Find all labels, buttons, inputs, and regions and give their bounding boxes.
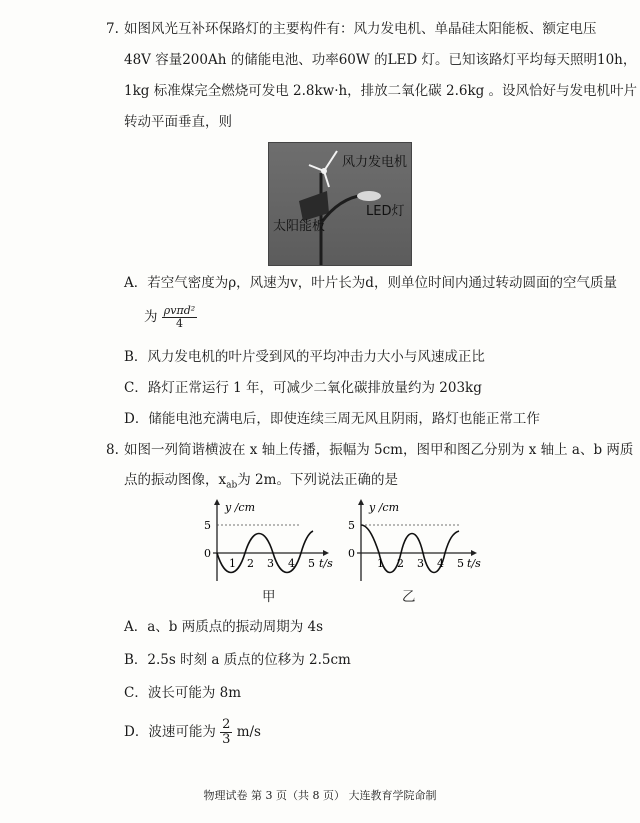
q7-option-a-numerator: ρvπd² bbox=[163, 304, 196, 317]
q7-option-a-prefix: 为 bbox=[144, 309, 158, 325]
label-led-lamp: LED灯 bbox=[366, 204, 405, 219]
graph-yi-tick-4: 4 bbox=[437, 557, 444, 570]
q8-option-c: C．波长可能为 8m bbox=[124, 685, 242, 701]
q8-stem-line2-subscript: ab bbox=[226, 480, 238, 491]
q8-option-a: A．a、b 两质点的振动周期为 4s bbox=[124, 619, 324, 635]
q7-option-a-answer bbox=[144, 305, 197, 330]
q7-option-a-fraction bbox=[162, 305, 197, 330]
q8-stem-line2-rest: 为 2m。下列说法正确的是 bbox=[237, 472, 398, 488]
graph-yi-t-arrow bbox=[471, 550, 477, 556]
q7-number: 7. bbox=[106, 21, 119, 37]
graph-yi bbox=[339, 497, 489, 583]
graph-jia-y-arrow bbox=[214, 499, 220, 505]
graph-yi-caption: 乙 bbox=[402, 589, 416, 605]
q8-option-d-denominator: 3 bbox=[222, 732, 231, 747]
q7-option-b: B．风力发电机的叶片受到风的平均冲击力大小与风速成正比 bbox=[124, 349, 485, 365]
graph-jia-amplitude-label: 5 bbox=[204, 519, 211, 532]
q8-stem-line2-start: 点的振动图像，x bbox=[124, 472, 227, 488]
q8-option-d bbox=[124, 718, 261, 747]
graph-jia-tick-1: 1 bbox=[229, 557, 236, 570]
graph-jia-x-label: t/s bbox=[319, 557, 333, 570]
label-wind-turbine: 风力发电机 bbox=[342, 155, 408, 170]
q8-option-d-fraction bbox=[220, 718, 232, 747]
q8-stem-line1: 如图一列简谐横波在 x 轴上传播，振幅为 5cm，图甲和图乙分别为 x 轴上 a、b 两质 bbox=[124, 442, 634, 458]
q7-option-c: C．路灯正常运行 1 年，可减少二氧化碳排放量约为 203kg bbox=[124, 380, 482, 396]
graph-jia-y-label: y /cm bbox=[225, 501, 256, 514]
graph-jia-tick-2: 2 bbox=[247, 557, 254, 570]
graph-yi-tick-1: 1 bbox=[377, 557, 384, 570]
q8-option-d-unit: m/s bbox=[236, 724, 261, 740]
graph-jia-tick-3: 3 bbox=[267, 557, 274, 570]
graph-jia bbox=[195, 497, 335, 583]
q8-stem-line2 bbox=[124, 471, 398, 495]
q7-stem-line1: 如图风光互补环保路灯的主要构件有：风力发电机、单晶硅太阳能板、额定电压 bbox=[124, 21, 597, 37]
page-footer: 物理试卷 第 3 页（共 8 页） 大连教育学院命制 bbox=[203, 789, 437, 802]
graph-yi-tick-3: 3 bbox=[417, 557, 424, 570]
q7-option-d: D．储能电池充满电后，即使连续三周无风且阴雨，路灯也能正常工作 bbox=[124, 411, 540, 427]
label-solar-panel: 太阳能板 bbox=[273, 219, 326, 234]
q7-stem-line3: 1kg 标准煤完全燃烧可发电 2.8kw·h，排放二氧化碳 2.6kg 。设风恰好与发电机叶片 bbox=[124, 83, 638, 99]
graph-yi-tick-5: 5 bbox=[457, 557, 464, 570]
graph-yi-x-label: t/s bbox=[467, 557, 481, 570]
graph-jia-tick-4: 4 bbox=[288, 557, 295, 570]
graph-jia-tick-5: 5 bbox=[308, 557, 315, 570]
q7-option-a: A．若空气密度为ρ，风速为v，叶片长为d，则单位时间内通过转动圆面的空气质量 bbox=[124, 275, 617, 291]
q8-number: 8. bbox=[106, 442, 119, 458]
graph-jia-origin-label: 0 bbox=[204, 547, 211, 560]
graph-yi-origin-label: 0 bbox=[348, 547, 355, 560]
graph-yi-tick-2: 2 bbox=[397, 557, 404, 570]
q7-stem-line4: 转动平面垂直，则 bbox=[124, 114, 232, 130]
q8-option-d-numerator: 2 bbox=[222, 717, 231, 732]
q8-option-b: B．2.5s 时刻 a 质点的位移为 2.5cm bbox=[124, 652, 351, 668]
q8-option-d-prefix: D．波速可能为 bbox=[124, 724, 216, 740]
graph-jia-caption: 甲 bbox=[262, 589, 276, 605]
graph-yi-amplitude-label: 5 bbox=[348, 519, 355, 532]
graph-jia-t-arrow bbox=[323, 550, 329, 556]
q7-stem-line2: 48V 容量200Ah 的储能电池、功率60W 的LED 灯。已知该路灯平均每天照明10h， bbox=[124, 52, 637, 68]
graph-yi-y-label: y /cm bbox=[369, 501, 400, 514]
streetlight-photo bbox=[268, 142, 412, 266]
graph-yi-y-arrow bbox=[358, 499, 364, 505]
q7-option-a-denominator: 4 bbox=[175, 317, 183, 330]
graph-yi-curve bbox=[361, 525, 459, 573]
